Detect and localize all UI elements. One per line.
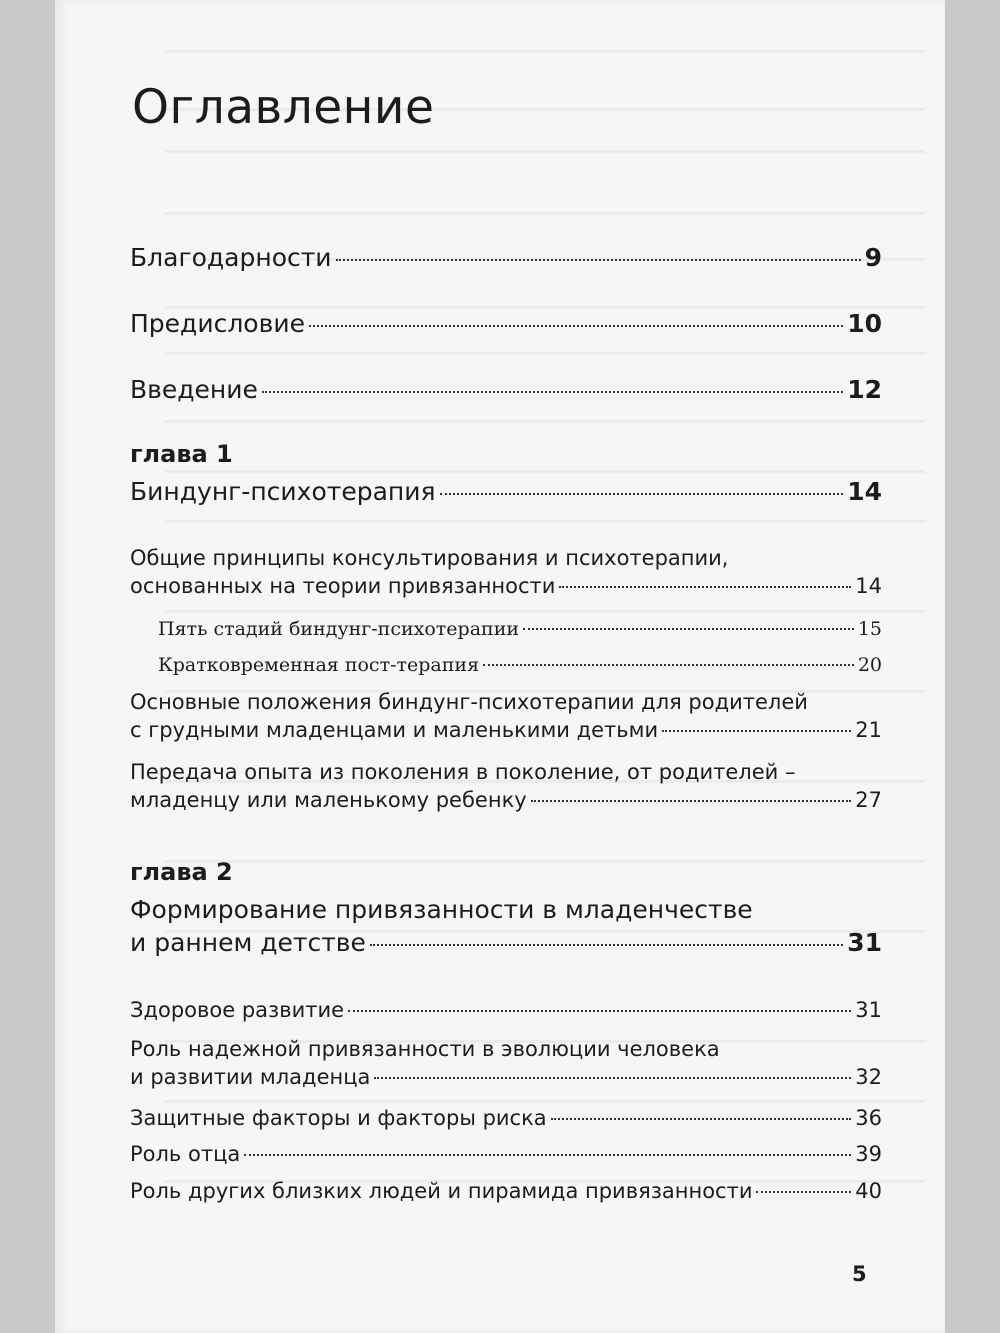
leader-dots: [370, 944, 843, 946]
section-title-line: Общие принципы консультирования и психотерапии,: [130, 546, 729, 570]
toc-entry: [130, 375, 882, 404]
leader-dots: [483, 664, 854, 666]
toc-subsection: [158, 654, 882, 676]
section-title: основанных на теории привязанности: [130, 574, 556, 598]
section-page: 39: [855, 1142, 882, 1166]
entry-title: Предисловие: [130, 309, 305, 338]
toc-section: [130, 1179, 882, 1203]
subsection-page: 20: [857, 654, 882, 676]
chapter-title: и раннем детстве: [130, 928, 366, 957]
leader-dots: [523, 628, 854, 630]
chapter-title-line: Формирование привязанности в младенчестве: [130, 895, 753, 924]
section-page: 14: [855, 574, 882, 598]
section-page: 21: [855, 718, 882, 742]
toc-section: [130, 690, 882, 742]
leader-dots: [531, 800, 852, 802]
section-title-line: Роль надежной привязанности в эволюции человека: [130, 1037, 720, 1061]
entry-page: 12: [847, 375, 882, 404]
chapter-entry: [130, 477, 882, 506]
section-page: 36: [855, 1106, 882, 1130]
chapter-title: Биндунг-психотерапия: [130, 477, 436, 506]
chapter-page: 31: [847, 928, 882, 957]
chapter-page: 14: [847, 477, 882, 506]
leader-dots: [662, 730, 851, 732]
section-page: 27: [855, 788, 882, 812]
subsection-title: Кратковременная пост-терапия: [158, 654, 480, 676]
subsection-page: 15: [857, 618, 882, 640]
entry-title: Благодарности: [130, 243, 332, 272]
toc-section: [130, 546, 882, 598]
toc-section: [130, 760, 882, 812]
leader-dots: [348, 1010, 851, 1012]
toc-section: [130, 1142, 882, 1166]
page-title: Оглавление: [132, 80, 435, 135]
page-number: 5: [852, 1262, 867, 1286]
leader-dots: [756, 1191, 851, 1193]
toc-entry: [130, 243, 882, 272]
section-title: Здоровое развитие: [130, 998, 345, 1022]
section-title-line: Передача опыта из поколения в поколение, от родителей –: [130, 760, 796, 784]
section-page: 32: [855, 1065, 882, 1089]
leader-dots: [374, 1077, 851, 1079]
section-title: и развитии младенца: [130, 1065, 371, 1089]
section-page: 40: [855, 1179, 882, 1203]
section-title: Защитные факторы и факторы риска: [130, 1106, 547, 1130]
leader-dots: [309, 325, 843, 327]
leader-dots: [559, 586, 851, 588]
toc-section: [130, 1037, 882, 1089]
leader-dots: [262, 391, 843, 393]
section-title: Роль других близких людей и пирамида привязанности: [130, 1179, 753, 1203]
leader-dots: [336, 259, 861, 261]
toc-subsection: [158, 618, 882, 640]
leader-dots: [551, 1118, 852, 1120]
leader-dots: [440, 493, 844, 495]
toc-section: [130, 998, 882, 1022]
section-title: с грудными младенцами и маленькими детьми: [130, 718, 659, 742]
chapter-label: глава 2: [130, 858, 233, 886]
toc-entry: [130, 309, 882, 338]
entry-page: 9: [864, 243, 882, 272]
subsection-title: Пять стадий биндунг-психотерапии: [158, 618, 520, 640]
chapter-label: глава 1: [130, 440, 233, 468]
entry-page: 10: [847, 309, 882, 338]
section-title-line: Основные положения биндунг-психотерапии для родителей: [130, 690, 808, 714]
section-title: Роль отца: [130, 1142, 241, 1166]
entry-title: Введение: [130, 375, 258, 404]
section-title: младенцу или маленькому ребенку: [130, 788, 527, 812]
chapter-entry: [130, 895, 882, 957]
toc-section: [130, 1106, 882, 1130]
section-page: 31: [855, 998, 882, 1022]
leader-dots: [244, 1154, 851, 1156]
